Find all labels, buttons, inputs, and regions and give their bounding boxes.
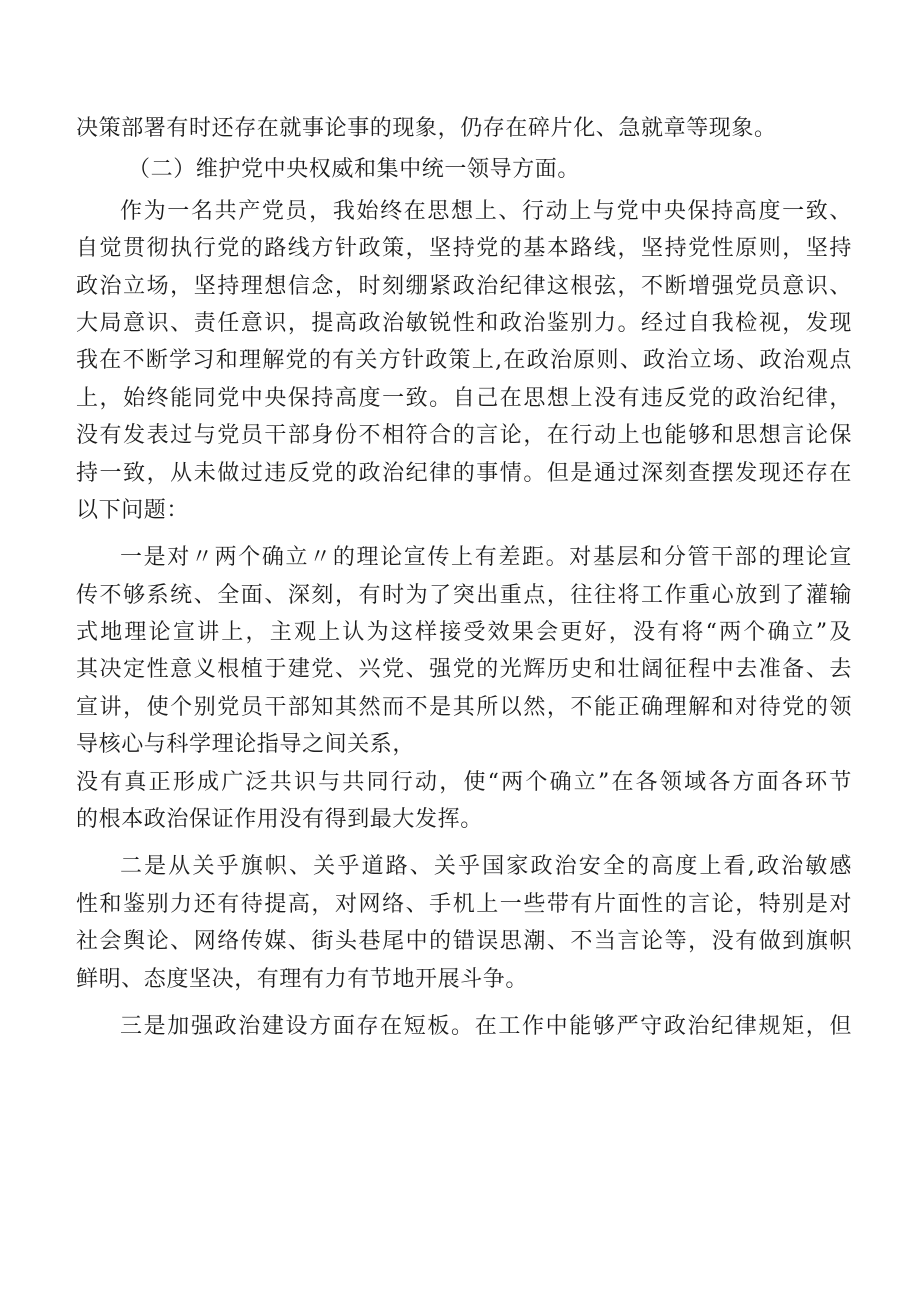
text-line: 三是加强政治建设方面存在短板。在工作中能够严守政治纪律规矩，但 (120, 1013, 852, 1039)
text-line: 没有真正形成广泛共识与共同行动，使“两个确立”在各领域各方面各环节 (76, 769, 852, 795)
text-line: 传不够系统、全面、深刻，有时为了突出重点，往往将工作重心放到了灌输 (76, 582, 852, 608)
text-line: 性和鉴别力还有待提高，对网络、手机上一些带有片面性的言论，特别是对 (76, 891, 852, 917)
paragraph-continuation (76, 110, 852, 147)
text-line: 决策部署有时还存在就事论事的现象，仍存在碎片化、急就章等现象。 (76, 116, 777, 141)
paragraph-3 (76, 848, 852, 998)
text-line: 大局意识、责任意识，提高政治敏锐性和政治鉴别力。经过自我检视，发现 (76, 310, 852, 336)
text-line: 二是从关乎旗帜、关乎道路、关乎国家政治安全的高度上看,政治敏感 (120, 854, 852, 880)
text-line: 宣讲，使个别党员干部知其然而不是其所以然，不能正确理解和对待党的领 (76, 694, 852, 720)
text-line: 其决定性意义根植于建党、兴党、强党的光辉历史和壮阔征程中去准备、去 (76, 657, 852, 683)
section-heading (76, 151, 852, 188)
text-line: 社会舆论、网络传媒、街头巷尾中的错误思潮、不当言论等，没有做到旗帜 (76, 929, 852, 955)
document-body (76, 110, 852, 1045)
text-line: 一是对〃两个确立〃的理论宣传上有差距。对基层和分管干部的理论宣 (120, 545, 852, 571)
text-line: 政治立场，坚持理想信念，时刻绷紧政治纪律这根弦，不断增强党员意识、 (76, 273, 852, 299)
paragraph-1 (76, 193, 852, 530)
paragraph-2 (76, 539, 852, 838)
text-line: 以下问题： (76, 497, 190, 523)
text-line: 没有发表过与党员干部身份不相符合的言论，在行动上也能够和思想言论保 (76, 423, 852, 449)
text-line: 自觉贯彻执行党的路线方针政策，坚持党的基本路线，坚持党性原则，坚持 (76, 236, 852, 262)
text-line: 式地理论宣讲上，主观上认为这样接受效果会更好，没有将“两个确立”及 (76, 620, 852, 646)
text-line: 的根本政治保证作用没有得到最大发挥。 (76, 807, 483, 833)
text-line: 持一致，从未做过违反党的政治纪律的事情。但是通过深刻查摆发现还存在 (76, 460, 852, 486)
text-line: 作为一名共产党员，我始终在思想上、行动上与党中央保持高度一致、 (120, 198, 852, 224)
text-line: 我在不断学习和理解党的有关方针政策上,在政治原则、政治立场、政治观点 (76, 348, 852, 374)
text-line: 上，始终能同党中央保持高度一致。自己在思想上没有违反党的政治纪律， (76, 385, 852, 411)
paragraph-4 (76, 1008, 852, 1045)
section-heading-text: （二）维护党中央权威和集中统一领导方面。 (128, 157, 581, 183)
text-line: 导核心与科学理论指导之间关系， (76, 732, 416, 758)
text-line: 鲜明、态度坚决，有理有力有节地开展斗争。 (76, 966, 529, 992)
